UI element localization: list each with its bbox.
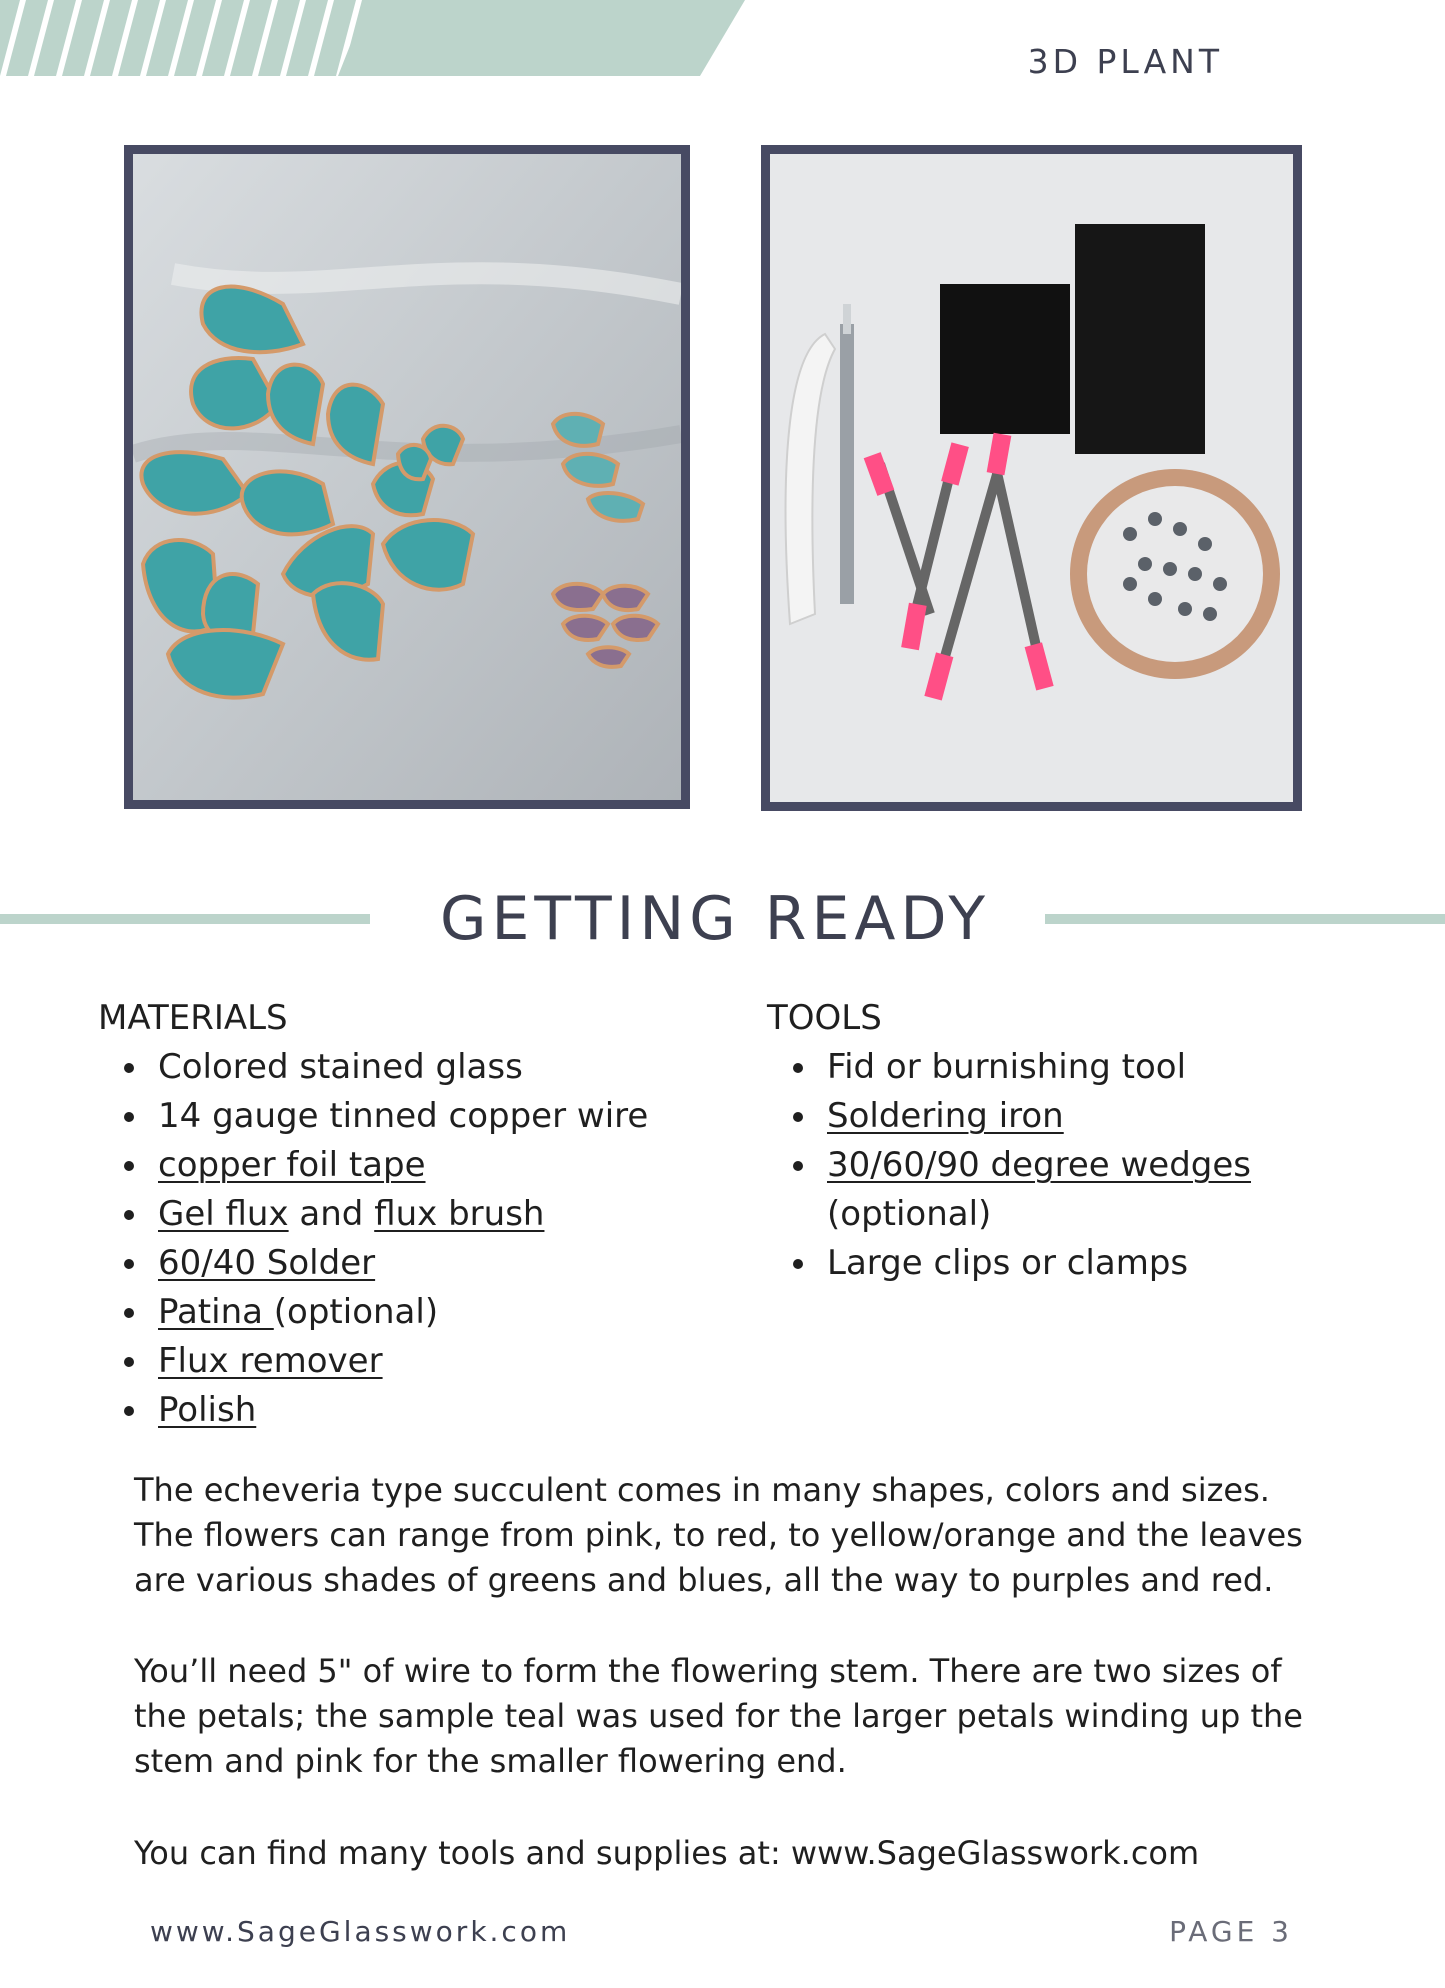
- intro-paragraph: The echeveria type succulent comes in many shapes, colors and sizes. The flowers can range from pink, to red, to yellow/orange and the leaves are various shades of greens and blues, all the way to purples and red.: [134, 1471, 1303, 1599]
- soldering-iron-link[interactable]: Soldering iron: [827, 1096, 1064, 1136]
- polish-link[interactable]: Polish: [158, 1390, 257, 1430]
- item-text: 14 gauge tinned copper wire: [158, 1096, 649, 1136]
- list-item: [98, 1141, 718, 1190]
- wire-paragraph: You’ll need 5" of wire to form the flowering stem. There are two sizes of the petals; the sample teal was used for the larger petals winding up the stem and pink for the smaller flowering end.: [134, 1652, 1303, 1780]
- list-item: [98, 1190, 718, 1239]
- item-text: and: [299, 1194, 364, 1234]
- item-text: (optional): [827, 1194, 992, 1234]
- tools-photo: [761, 145, 1302, 811]
- copper-foil-tape-link[interactable]: copper foil tape: [158, 1145, 426, 1185]
- solder-link[interactable]: 60/40 Solder: [158, 1243, 376, 1283]
- list-item: [98, 1288, 718, 1337]
- wedges-link[interactable]: 30/60/90 degree wedges: [827, 1145, 1251, 1185]
- glass-pieces-photo: [124, 145, 690, 809]
- list-item: [98, 1092, 718, 1141]
- footer-website: www.SageGlasswork.com: [150, 1915, 571, 1948]
- materials-list: [98, 1043, 718, 1435]
- list-item: [98, 1043, 718, 1092]
- page-number: PAGE 3: [1169, 1915, 1293, 1948]
- gel-flux-link[interactable]: Gel flux: [158, 1194, 289, 1234]
- item-text: (optional): [273, 1292, 439, 1332]
- list-item: [767, 1141, 1367, 1239]
- tools-heading: TOOLS: [767, 998, 882, 1038]
- materials-column: [98, 994, 718, 1435]
- flux-brush-link[interactable]: flux brush: [374, 1194, 545, 1234]
- list-item: [98, 1337, 718, 1386]
- flux-remover-link[interactable]: Flux remover: [158, 1341, 383, 1381]
- section-title: GETTING READY: [439, 884, 990, 954]
- list-item: [767, 1092, 1367, 1141]
- item-text: Colored stained glass: [158, 1047, 523, 1087]
- list-item: [767, 1239, 1367, 1288]
- patina-link[interactable]: Patina: [158, 1292, 274, 1332]
- list-item: [98, 1239, 718, 1288]
- list-item: [767, 1043, 1367, 1092]
- list-item: [98, 1386, 718, 1435]
- header-stripe-band: [0, 0, 745, 76]
- materials-heading: MATERIALS: [98, 998, 288, 1038]
- tools-column: [767, 994, 1367, 1288]
- document-title: 3D PLANT: [1027, 42, 1223, 81]
- item-text: Fid or burnishing tool: [827, 1047, 1187, 1087]
- item-text: Large clips or clamps: [827, 1243, 1189, 1283]
- tools-list: [767, 1043, 1367, 1288]
- supplies-paragraph: You can find many tools and supplies at: www.SageGlasswork.com: [134, 1834, 1200, 1872]
